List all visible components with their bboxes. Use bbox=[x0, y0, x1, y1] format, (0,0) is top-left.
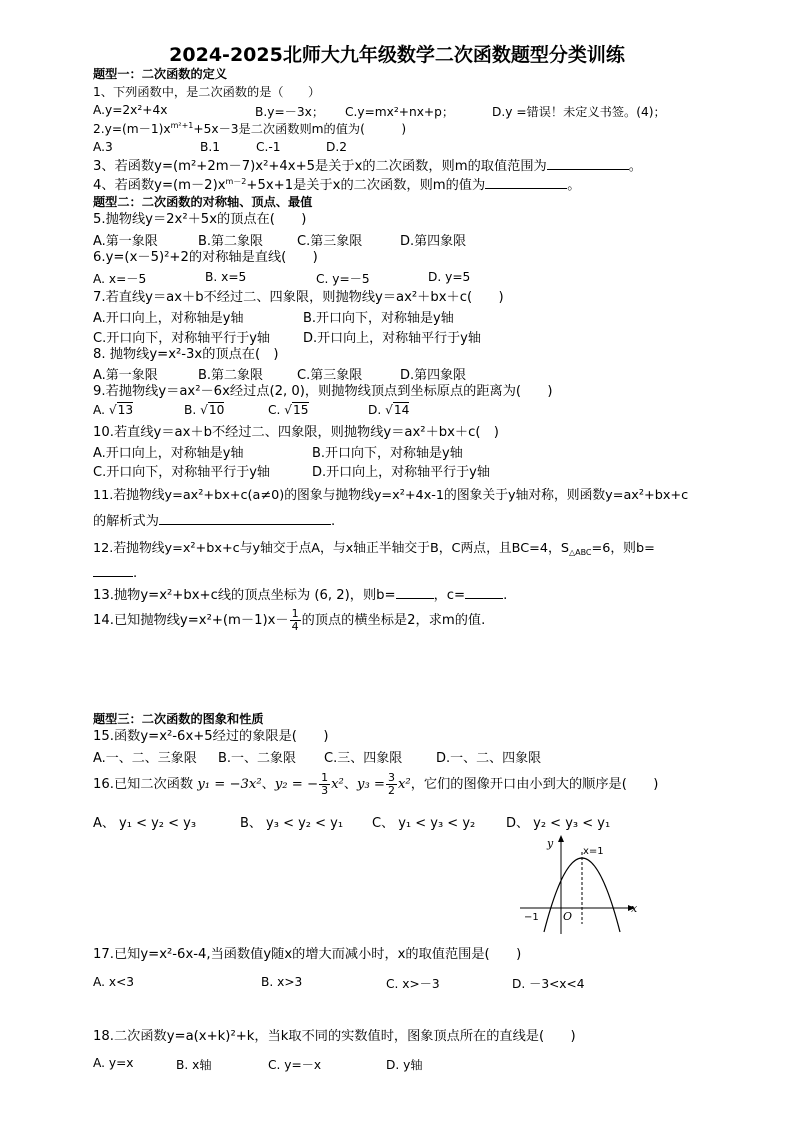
q16-pre: 16.已知二次函数 bbox=[93, 777, 194, 792]
q5-option-c: C.第三象限 bbox=[297, 234, 363, 249]
question-15: 15.函数y=x²-6x+5经过的象限是( ) bbox=[93, 729, 329, 744]
q8-option-b: B.第二象限 bbox=[198, 368, 264, 383]
question-4 bbox=[93, 176, 580, 194]
q7-option-b: B.开口向下，对称轴是y轴 bbox=[303, 311, 454, 326]
q18-option-d: D. y轴 bbox=[386, 1058, 423, 1072]
q16-y3: y₃ = bbox=[357, 777, 385, 792]
origin-label: O bbox=[563, 910, 573, 923]
q12-mid: =6，则b= bbox=[591, 541, 655, 556]
q3-blank bbox=[547, 157, 629, 170]
q1-option-a: A.y=2x²+4x bbox=[93, 103, 168, 117]
q16-option-d: D、 y₂ < y₃ < y₁ bbox=[506, 816, 611, 831]
q8-option-d: D.第四象限 bbox=[400, 368, 467, 383]
sqrt-symbol: √ bbox=[385, 403, 393, 417]
q16-y2: y₂ = − bbox=[274, 777, 319, 792]
q14-denominator: 4 bbox=[291, 619, 299, 633]
q7-option-d: D.开口向上，对称轴平行于y轴 bbox=[303, 331, 481, 346]
q16-x2: x² bbox=[331, 777, 344, 792]
question-11-line-1: 11.若抛物线y=ax²+bx+c(a≠0)的图象与抛物线y=x²+4x-1的图象关于y轴对称，则函数y=ax²+bx+c bbox=[93, 488, 689, 503]
q12-end: . bbox=[133, 566, 138, 581]
q1-option-d: D.y =错误！未定义书签。(4)； bbox=[492, 105, 666, 119]
q9-label-b: B. bbox=[184, 403, 197, 417]
q5-option-d: D.第四象限 bbox=[400, 234, 467, 249]
q16-fraction-2 bbox=[386, 772, 397, 797]
q5-option-a: A.第一象限 bbox=[93, 234, 158, 249]
q10-option-c: C.开口向下，对称轴平行于y轴 bbox=[93, 465, 270, 480]
q12-text: 12.若抛物线y=x²+bx+c与y轴交于点A，与x轴正半轴交于B，C两点，且BC=4，S bbox=[93, 541, 569, 556]
q9-value-a: 13 bbox=[117, 403, 134, 417]
q6-option-b: B. x=5 bbox=[205, 270, 247, 284]
q15-option-c: C.三、四象限 bbox=[324, 751, 403, 766]
q9-option-d bbox=[368, 403, 409, 417]
page-title: 2024-2025北师大九年级数学二次函数题型分类训练 bbox=[169, 44, 625, 66]
question-12-line-1 bbox=[93, 540, 655, 557]
q16-y2-numerator: 1 bbox=[321, 770, 329, 784]
q4-pre: 4、若函数y=(m－2)x bbox=[93, 178, 226, 193]
question-3 bbox=[93, 157, 642, 175]
parabola-figure bbox=[516, 832, 644, 936]
q4-exponent: m－2 bbox=[225, 177, 247, 186]
q12-blank bbox=[93, 564, 133, 577]
q17-option-a: A. x<3 bbox=[93, 975, 135, 989]
q10-option-a: A.开口向上，对称轴是y轴 bbox=[93, 446, 244, 461]
q2-option-b: B.1 bbox=[200, 140, 220, 154]
q9-option-b bbox=[184, 403, 224, 417]
q6-option-c: C. y=－5 bbox=[316, 272, 370, 286]
q11-text: 的解析式为 bbox=[93, 514, 159, 529]
q13-blank-b bbox=[396, 586, 434, 599]
q8-option-c: C.第三象限 bbox=[297, 368, 363, 383]
q2-option-d: D.2 bbox=[326, 140, 348, 154]
q16-x2: x² bbox=[397, 777, 411, 792]
q15-option-a: A.一、二、三象限 bbox=[93, 751, 197, 766]
question-1: 1、下列函数中，是二次函数的是（ ） bbox=[93, 85, 321, 99]
q18-option-a: A. y=x bbox=[93, 1056, 134, 1070]
question-9: 9.若抛物线y＝ax²－6x经过点(2, 0)，则抛物线顶点到坐标原点的距离为( ) bbox=[93, 384, 553, 399]
question-5: 5.抛物线y＝2x²＋5x的顶点在( ) bbox=[93, 212, 307, 227]
q9-label-c: C. bbox=[268, 403, 281, 417]
question-12-line-2 bbox=[93, 564, 137, 582]
q14-fraction bbox=[290, 608, 301, 633]
section-heading-1: 题型一：二次函数的定义 bbox=[93, 67, 228, 81]
q1-option-c: C.y=mx²+nx+p； bbox=[345, 105, 455, 119]
q4-end: 。 bbox=[567, 178, 581, 193]
y-axis-label: y bbox=[547, 837, 554, 850]
sqrt-symbol: √ bbox=[108, 403, 117, 417]
q14-numerator: 1 bbox=[291, 606, 299, 620]
q18-option-b: B. x轴 bbox=[176, 1058, 212, 1072]
q15-option-b: B.一、二象限 bbox=[218, 751, 297, 766]
q2-option-c: C.-1 bbox=[256, 140, 281, 154]
question-8: 8. 抛物线y=x²-3x的顶点在( ) bbox=[93, 347, 279, 362]
q6-option-d: D. y=5 bbox=[428, 270, 471, 284]
q9-value-c: 15 bbox=[293, 403, 309, 417]
sqrt-symbol: √ bbox=[200, 403, 208, 417]
q13-blank-c bbox=[465, 586, 503, 599]
q16-option-c: C、 y₁ < y₃ < y₂ bbox=[372, 816, 476, 831]
question-17: 17.已知y=x²-6x-4,当函数值y随x的增大而减小时，x的取值范围是( ) bbox=[93, 947, 522, 962]
q1-option-b: B.y=－3x； bbox=[255, 105, 325, 119]
question-6: 6.y=(x－5)²+2的对称轴是直线( ) bbox=[93, 250, 318, 265]
q17-option-d: D. －3<x<4 bbox=[512, 977, 585, 991]
q16-option-b: B、 y₃ < y₂ < y₁ bbox=[240, 816, 344, 831]
q4-blank bbox=[485, 176, 567, 189]
q9-option-a bbox=[93, 403, 133, 417]
q16-y1: y₁ = −3x² bbox=[197, 777, 262, 792]
q15-option-d: D.一、二、四象限 bbox=[436, 751, 542, 766]
q18-option-c: C. y=－x bbox=[268, 1058, 322, 1072]
q2-exponent: m²+1 bbox=[170, 121, 194, 130]
q9-value-b: 10 bbox=[208, 403, 225, 417]
q14-post: 的顶点的横坐标是2，求m的值. bbox=[301, 613, 486, 628]
question-14 bbox=[93, 606, 485, 636]
q4-post: +5x+1是关于x的二次函数，则m的值为 bbox=[246, 178, 486, 193]
q7-option-a: A.开口向上，对称轴是y轴 bbox=[93, 311, 244, 326]
x-axis-label: x bbox=[631, 902, 638, 915]
question-18: 18.二次函数y=a(x+k)²+k，当k取不同的实数值时，图象顶点所在的直线是( ) bbox=[93, 1029, 576, 1044]
q9-label-a: A. bbox=[93, 403, 105, 417]
section-heading-3: 题型三：二次函数的图象和性质 bbox=[93, 712, 264, 726]
q16-post: ，它们的图像开口由小到大的顺序是( ) bbox=[410, 777, 659, 792]
q13-mid: ，c= bbox=[433, 588, 466, 603]
q12-subscript: △ABC bbox=[568, 548, 592, 557]
q16-y2-denominator: 3 bbox=[321, 783, 329, 797]
q16-option-a: A、 y₁ < y₂ < y₃ bbox=[93, 816, 197, 831]
q10-option-b: B.开口向下，对称轴是y轴 bbox=[312, 446, 463, 461]
q11-blank bbox=[159, 512, 331, 525]
q5-option-b: B.第二象限 bbox=[198, 234, 264, 249]
q9-value-d: 14 bbox=[393, 403, 410, 417]
question-16 bbox=[93, 768, 658, 802]
question-7: 7.若直线y＝ax＋b不经过二、四象限，则抛物线y＝ax²＋bx＋c( ) bbox=[93, 290, 504, 305]
q17-option-c: C. x>－3 bbox=[386, 977, 440, 991]
question-13 bbox=[93, 586, 507, 604]
section-heading-2: 题型二：二次函数的对称轴、顶点、最值 bbox=[93, 195, 313, 209]
q3-end: 。 bbox=[628, 159, 642, 174]
q14-pre: 14.已知抛物线y=x²+(m－1)x－ bbox=[93, 613, 289, 628]
symmetry-label: x=1 bbox=[583, 846, 604, 857]
q9-option-c bbox=[268, 403, 309, 417]
q2-post: +5x－3是二次函数则m的值为( ) bbox=[193, 122, 407, 136]
q2-option-a: A.3 bbox=[93, 140, 113, 154]
y-axis-arrow bbox=[558, 835, 564, 842]
q3-text: 3、若函数y=(m²+2m－7)x²+4x+5是关于x的二次函数，则m的取值范围为 bbox=[93, 159, 547, 174]
q2-pre: 2.y=(m－1)x bbox=[93, 122, 171, 136]
q16-fraction-1 bbox=[319, 772, 330, 797]
q16-sep: 、 bbox=[261, 777, 275, 792]
q7-option-c: C.开口向下，对称轴平行于y轴 bbox=[93, 331, 270, 346]
q6-option-a: A. x=－5 bbox=[93, 272, 147, 286]
q16-sep: 、 bbox=[343, 777, 357, 792]
q10-option-d: D.开口向上，对称轴平行于y轴 bbox=[312, 465, 490, 480]
q8-option-a: A.第一象限 bbox=[93, 368, 158, 383]
question-2 bbox=[93, 121, 406, 138]
q16-y3-denominator: 2 bbox=[387, 783, 395, 797]
q11-end: . bbox=[330, 514, 336, 529]
question-10: 10.若直线y＝ax＋b不经过二、四象限，则抛物线y＝ax²＋bx＋c( ) bbox=[93, 425, 499, 440]
q13-end: . bbox=[503, 588, 508, 603]
q9-label-d: D. bbox=[368, 403, 382, 417]
sqrt-symbol: √ bbox=[284, 403, 293, 417]
q16-y3-numerator: 3 bbox=[387, 770, 395, 784]
question-11-line-2 bbox=[93, 512, 335, 530]
q13-text: 13.抛物y=x²+bx+c线的顶点坐标为 (6, 2)，则b= bbox=[93, 588, 396, 603]
q17-option-b: B. x>3 bbox=[261, 975, 303, 989]
neg-one-label: −1 bbox=[524, 912, 539, 923]
